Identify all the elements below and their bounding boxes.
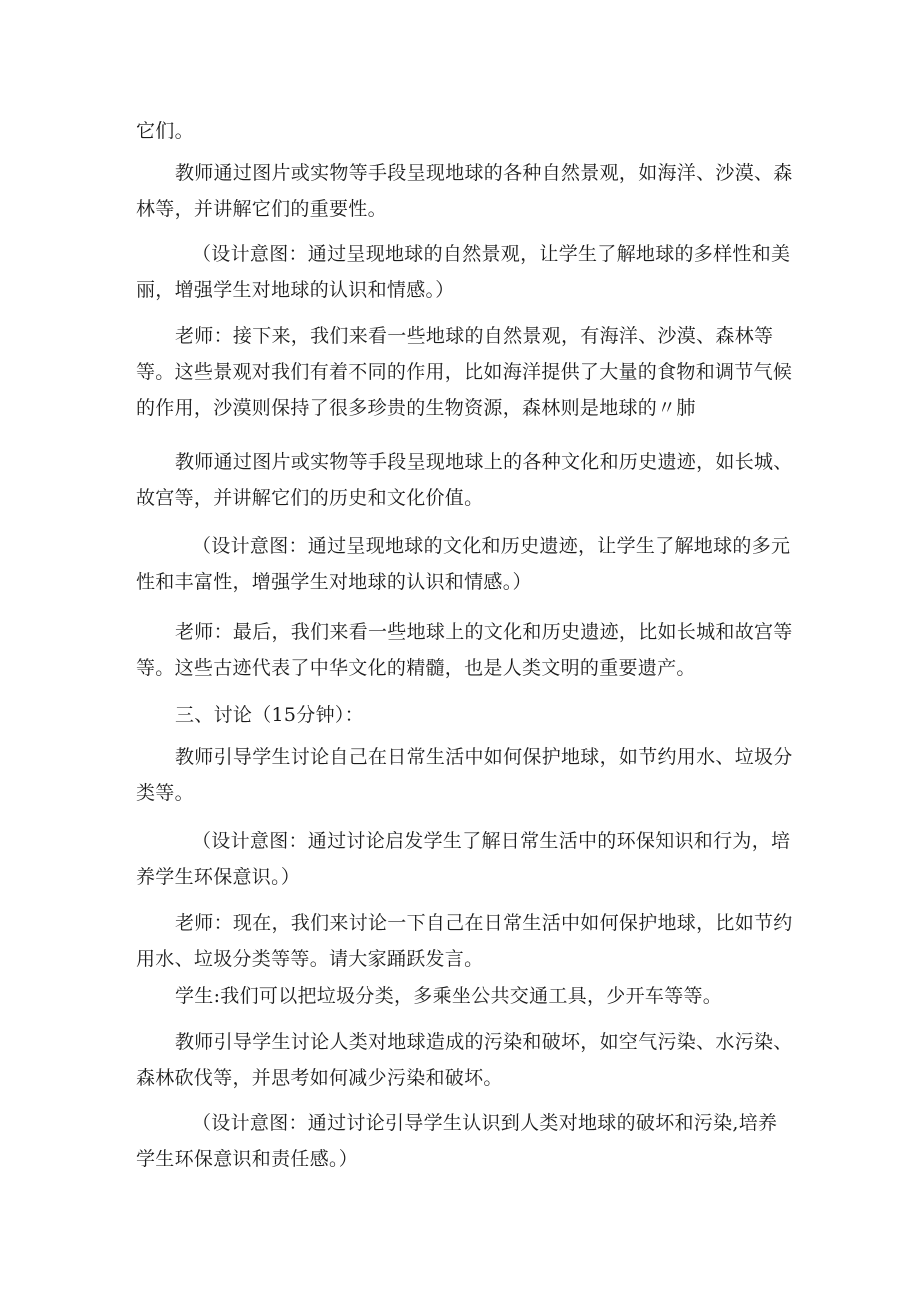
paragraph-teacher-culture-activity: 教师通过图片或实物等手段呈现地球上的各种文化和历史遗迹，如长城、故宫等，并讲解它们的历史和文化价值。 — [136, 451, 793, 509]
paragraph-design-intent-culture: （设计意图：通过呈现地球的文化和历史遗迹，让学生了解地球的多元性和丰富性，增强学生对地球的认识和情感。） — [136, 535, 791, 593]
paragraph-teacher-nature-activity: 教师通过图片或实物等手段呈现地球的各种自然景观，如海洋、沙漠、森林等，并讲解它们的重要性。 — [136, 162, 793, 220]
section-heading-discussion: 三、讨论（15分钟）： — [175, 704, 364, 726]
paragraph-teacher-discussion-speech: 老师：现在，我们来讨论一下自己在日常生活中如何保护地球，比如节约用水、垃圾分类等等。请大家踊跃发言。 — [136, 912, 793, 970]
paragraph-teacher-pollution-activity: 教师引导学生讨论人类对地球造成的污染和破坏，如空气污染、水污染、森林砍伐等，并思考如何减少污染和破坏。 — [136, 1031, 793, 1089]
paragraph-teacher-culture-speech: 老师：最后，我们来看一些地球上的文化和历史遗迹，比如长城和故宫等等。这些古迹代表了中华文化的精髓，也是人类文明的重要遗产。 — [136, 621, 793, 679]
paragraph-teacher-discussion-activity: 教师引导学生讨论自己在日常生活中如何保护地球，如节约用水、垃圾分类等。 — [136, 746, 793, 804]
paragraph-design-intent-pollution: （设计意图：通过讨论引导学生认识到人类对地球的破坏和污染,培养学生环保意识和责任感。） — [136, 1112, 778, 1170]
paragraph-student-response: 学生:我们可以把垃圾分类，多乘坐公共交通工具，少开车等等。 — [175, 985, 723, 1007]
paragraph-design-intent-discussion: （设计意图：通过讨论启发学生了解日常生活中的环保知识和行为，培养学生环保意识。） — [136, 830, 791, 888]
paragraph-design-intent-nature: （设计意图：通过呈现地球的自然景观，让学生了解地球的多样性和美丽，增强学生对地球的认识和情感。） — [136, 243, 791, 301]
paragraph-continuation: 它们。 — [136, 120, 194, 142]
paragraph-teacher-nature-speech: 老师：接下来，我们来看一些地球的自然景观，有海洋、沙漠、森林等等。这些景观对我们有着不同的作用，比如海洋提供了大量的食物和调节气候的作用，沙漠则保持了很多珍贵的生物资源，森林则是地球的〃肺 — [136, 325, 793, 419]
